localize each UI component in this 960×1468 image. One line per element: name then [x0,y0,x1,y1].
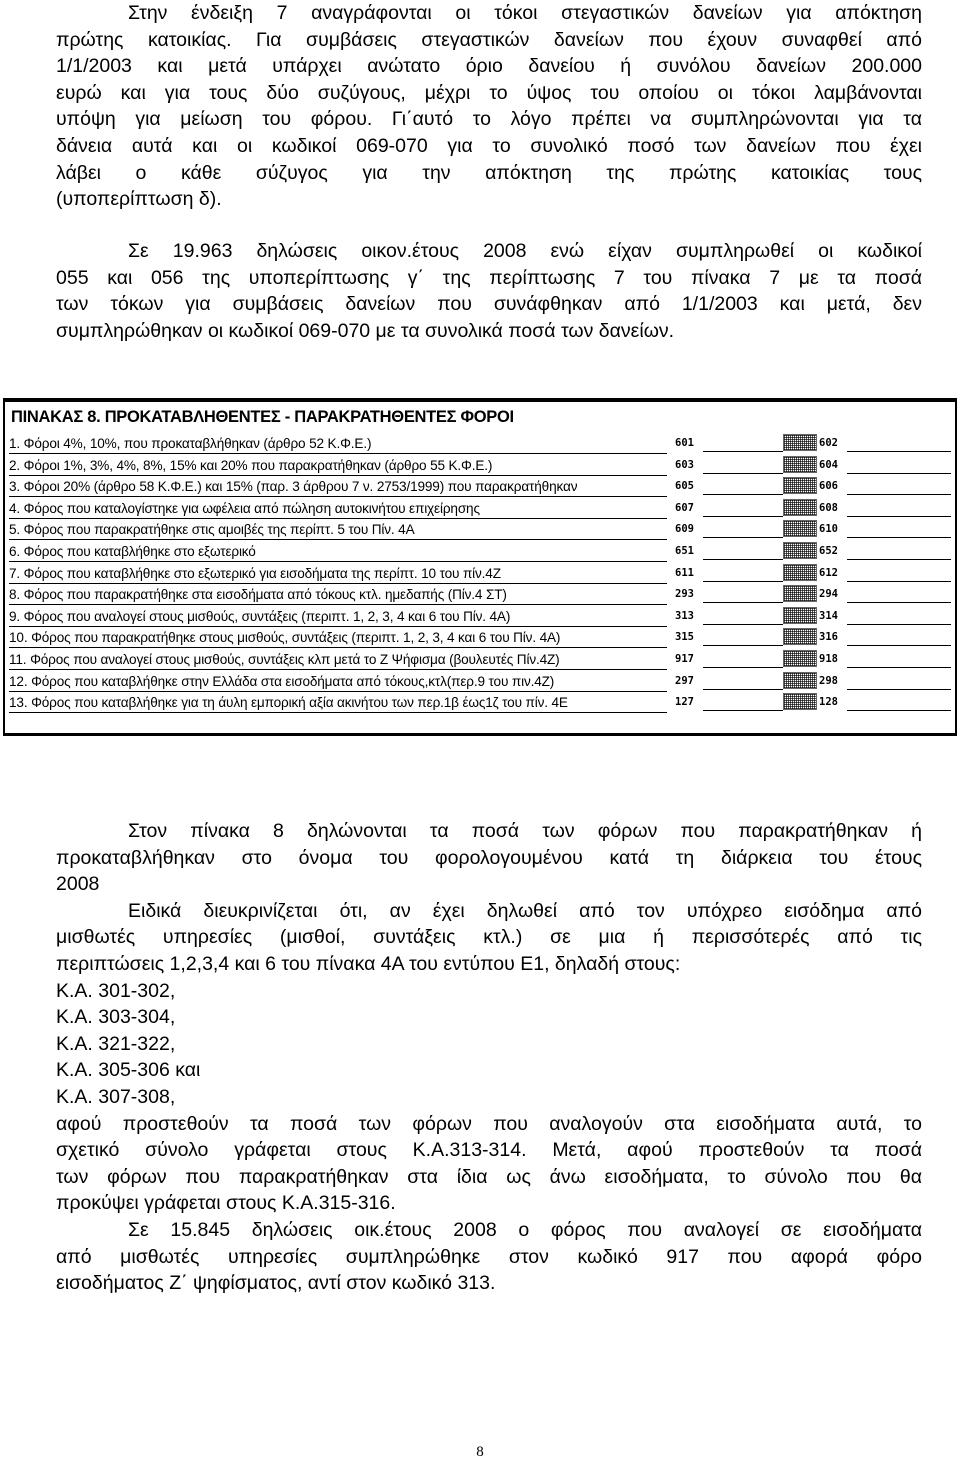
code-list-item: Κ.Α. 303-304, [56,1006,176,1029]
row-label: 10. Φόρος που παρακρατήθηκε στους μισθούς, συντάξεις (περιπτ. 1, 2, 3, 4 και 6 του Πίν. 4Α) [9,627,667,648]
amount-field [703,456,783,474]
code-number: 127 [675,696,694,709]
code-number: 609 [675,523,694,536]
paragraph-table-8-explanation [56,818,922,1297]
code-list-item: Κ.Α. 321-322, [56,1032,176,1055]
amount-field [703,520,783,538]
amount-field [847,672,951,690]
row-label: 12. Φόρος που καταβλήθηκε στην Ελλάδα στα εισοδήματα από τόκους,κτλ(περ.9 του πιν.4Ζ) [9,671,667,692]
code-number: 298 [819,674,838,687]
table-row [5,432,955,454]
amount-field [703,477,783,495]
shaded-cell [783,456,817,473]
amount-field [703,542,783,560]
code-number: 316 [819,631,838,644]
amount-field [703,499,783,517]
table-row [5,670,955,692]
text-line: λάβει ο κάθε σύζυγος για την απόκτηση της πρώτης κατοικίας τους [56,161,922,184]
paragraph-declarations-19963 [56,238,922,344]
amount-field [847,607,951,625]
text-line: εισοδήματος Ζ΄ ψηφίσματος, αντί στον κωδικό 313. [56,1272,496,1295]
code-number: 604 [819,458,838,471]
code-number: 293 [675,588,694,601]
amount-field [703,564,783,582]
table-row [5,605,955,627]
amount-field [847,434,951,452]
table-row [5,562,955,584]
table-row [5,691,955,713]
shaded-cell [783,585,817,602]
code-number: 607 [675,501,694,514]
code-number: 652 [819,545,838,557]
amount-field [847,456,951,474]
amount-field [847,585,951,603]
amount-field [847,693,951,711]
shaded-cell [783,434,817,451]
row-label: 1. Φόροι 4%, 10%, που προκαταβλήθηκαν (άρθρο 52 Κ.Φ.Ε.) [9,433,667,454]
text-line: περιπτώσεις 1,2,3,4 και 6 του πίνακα 4Α του εντύπου Ε1, δηλαδή στους: [56,952,681,975]
row-label: 6. Φόρος που καταβλήθηκε στο εξωτερικό [9,541,667,562]
text-line: 055 και 056 της υποπερίπτωσης γ΄ της περίπτωσης 7 του πίνακα 7 με τα ποσά [56,266,922,289]
shaded-cell [783,477,817,494]
amount-field [703,650,783,668]
row-label: 4. Φόρος που καταλογίστηκε για ωφέλεια από πώληση αυτοκινήτου επιχείρησης [9,498,667,519]
amount-field [703,672,783,690]
code-number: 610 [819,523,838,536]
table-row [5,454,955,476]
amount-field [847,650,951,668]
code-number: 128 [819,696,838,709]
table-row [5,626,955,648]
amount-field [703,585,783,603]
shaded-cell [783,672,817,689]
row-label: 3. Φόροι 20% (άρθρο 58 Κ.Φ.Ε.) και 15% (παρ. 3 άρθρου 7 ν. 2753/1999) που παρακρατήθηκαν [9,476,667,497]
text-line: υπόψη για μείωση του φόρου. Γι΄αυτό το λόγο πρέπει να συμπληρώνονται για τα [56,108,922,131]
code-number: 314 [819,609,838,622]
table-row [5,648,955,670]
code-number: 606 [819,480,838,493]
text-line: μισθωτές υπηρεσίες (μισθοί, συντάξεις κτλ.) σε μια ή περισσότερές από τις [56,926,922,949]
shaded-cell [783,542,817,559]
code-number: 611 [675,566,694,579]
amount-field [703,628,783,646]
amount-field [847,564,951,582]
amount-field [703,693,783,711]
text-line: αφού προστεθούν τα ποσά των φόρων που αναλογούν στα εισοδήματα αυτά, το [56,1112,922,1135]
row-label: 5. Φόρος που παρακρατήθηκε στις αμοιβές της περίπτ. 5 του Πίν. 4Α [9,519,667,540]
amount-field [847,542,951,560]
row-label: 13. Φόρος που καταβλήθηκε για τη άυλη εμπορική αξία ακινήτου των περ.1β έως1ζ του πίν. 4Ε [9,692,667,713]
text-line: 2008 [56,873,100,896]
row-label: 7. Φόρος που καταβλήθηκε στο εξωτερικό για εισοδήματα της περίπτ. 10 του πίν.4Ζ [9,563,667,584]
table-row [5,540,955,562]
text-line: πρώτης κατοικίας. Για συμβάσεις στεγαστικών δανείων που έχουν συναφθεί από [56,28,922,51]
row-label: 8. Φόρος που παρακρατήθηκε στα εισοδήματα από τόκους κτλ. ημεδαπής (Πίν.4 ΣΤ) [9,584,667,605]
row-label: 9. Φόρος που αναλογεί στους μισθούς, συντάξεις (περιπτ. 1, 2, 3, 4 και 6 του Πίν. 4Α) [9,606,667,627]
text-line: 1/1/2003 και μετά υπάρχει ανώτατο όριο δανείου ή συνόλου δανείων 200.000 [56,55,922,78]
text-line: σχετικό σύνολο γράφεται στους Κ.Α.313-314. Μετά, αφού προστεθούν τα ποσά [56,1139,922,1162]
table-title: ΠΙΝΑΚΑΣ 8. ΠΡΟΚΑΤΑΒΛΗΘΕΝΤΕΣ - ΠΑΡΑΚΡΑΤΗΘΕΝΤΕΣ ΦΟΡΟΙ [11,408,514,426]
code-number: 602 [819,437,838,449]
amount-field [847,477,951,495]
amount-field [847,628,951,646]
text-line: προκαταβλήθηκαν στο όνομα του φορολογουμένου κατά τη διάρκεια του έτους [56,846,922,869]
shaded-cell [783,520,817,537]
paragraph-mortgage-interest [56,0,922,213]
text-line: Στον πίνακα 8 δηλώνονται τα ποσά των φόρων που παρακρατήθηκαν ή [128,820,922,842]
code-number: 294 [819,588,838,601]
text-line: προκύψει γράφεται στους Κ.Α.315-316. [56,1192,396,1215]
text-line: Στην ένδειξη 7 αναγράφονται οι τόκοι στεγαστικών δανείων για απόκτηση [128,2,922,24]
text-line: ευρώ και για τους δύο συζύγους, μέχρι το ύψος του οποίου οι τόκοι λαμβάνονται [56,81,922,104]
text-line: Σε 19.963 δηλώσεις οικον.έτους 2008 ενώ είχαν συμπληρωθεί οι κωδικοί [128,240,922,262]
text-line: των φόρων που παρακρατήθηκαν στα ίδια ως άνω εισοδήματα, το σύνολο που θα [56,1165,922,1188]
code-number: 603 [675,458,694,471]
text-line: Ειδικά διευκρινίζεται ότι, αν έχει δηλωθεί από τον υπόχρεο εισόδημα από [128,899,922,922]
code-number: 608 [819,501,838,514]
table-row [5,497,955,519]
text-line: συμπληρώθηκαν οι κωδικοί 069-070 με τα συνολικά ποσά των δανείων. [56,319,675,342]
amount-field [847,499,951,517]
tax-form-table-8 [3,398,957,736]
code-list-item: Κ.Α. 307-308, [56,1085,176,1108]
code-number: 612 [819,566,838,579]
shaded-cell [783,607,817,624]
text-line: δάνεια αυτά και οι κωδικοί 069-070 για το συνολικό ποσό των δανείων που έχει [56,134,922,157]
code-number: 315 [675,631,694,644]
amount-field [847,520,951,538]
code-number: 297 [675,674,694,687]
code-number: 605 [675,480,694,493]
table-row [5,518,955,540]
code-number: 918 [819,653,838,665]
row-label: 2. Φόροι 1%, 3%, 4%, 8%, 15% και 20% που παρακρατήθηκαν (άρθρο 55 Κ.Φ.Ε.) [9,455,667,476]
amount-field [703,607,783,625]
text-line: των τόκων για συμβάσεις δανείων που συνάφθηκαν από 1/1/2003 και μετά, δεν [56,293,922,316]
shaded-cell [783,628,817,645]
page-number: 8 [476,1444,484,1460]
table-row [5,583,955,605]
amount-field [703,434,783,452]
table-row [5,475,955,497]
shaded-cell [783,693,817,710]
row-label: 11. Φόρος που αναλογεί στους μισθούς, συντάξεις κλπ μετά το Ζ Ψήφισμα (βουλευτές Πίν.4Ζ) [9,649,667,670]
code-list-item: Κ.Α. 305-306 και [56,1059,201,1082]
code-number: 601 [675,437,694,449]
code-number: 917 [675,653,694,665]
code-number: 651 [675,545,694,557]
shaded-cell [783,564,817,581]
shaded-cell [783,650,817,667]
code-list-item: Κ.Α. 301-302, [56,979,176,1002]
text-line: από μισθωτές υπηρεσίες συμπληρώθηκε στον κωδικό 917 που αφορά φόρο [56,1245,922,1268]
shaded-cell [783,499,817,516]
code-number: 313 [675,609,694,622]
text-line: (υποπερίπτωση δ). [56,188,222,211]
text-line: Σε 15.845 δηλώσεις οικ.έτους 2008 ο φόρος που αναλογεί σε εισοδήματα [128,1218,922,1241]
